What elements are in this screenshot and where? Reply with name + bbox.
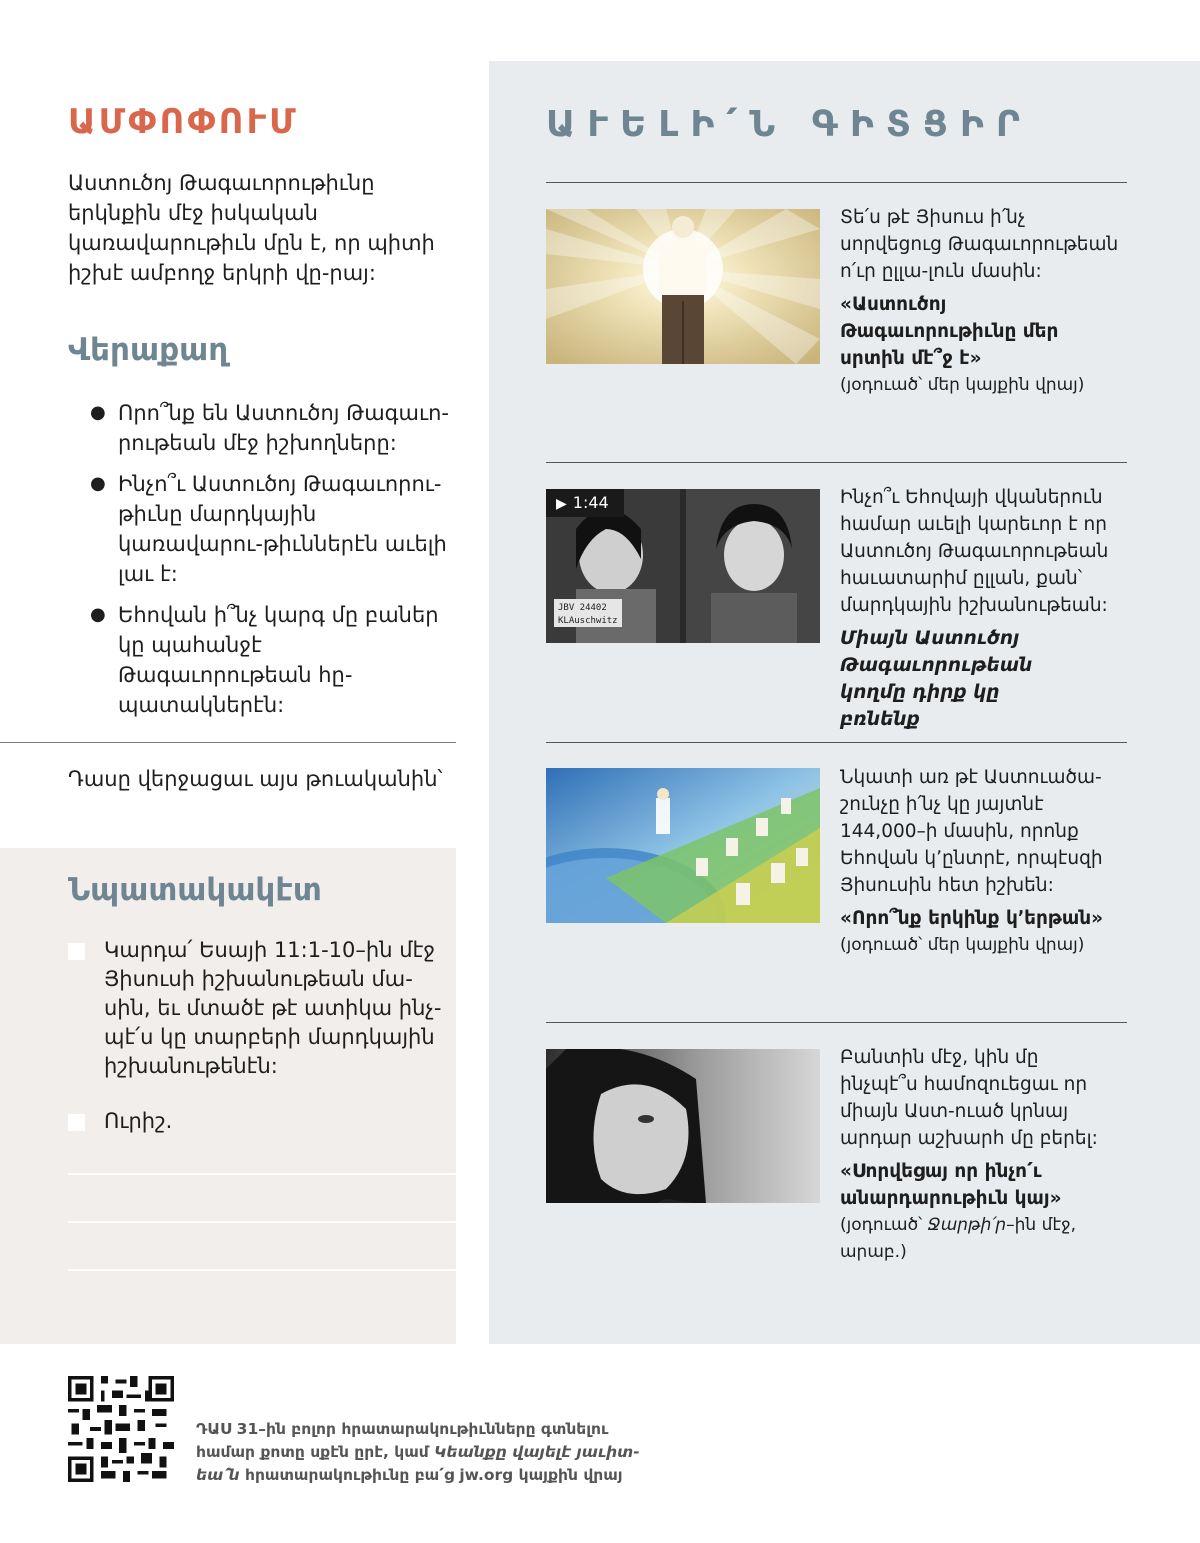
review-item: ● Եհովան ի՞նչ կարգ մը բաներ կը պահանջէ Թագաւորութեան հը-պատակներէն: bbox=[90, 600, 460, 720]
summary-title: ԱՄՓՈՓՈՒՄ bbox=[68, 102, 299, 142]
play-icon[interactable]: ▶ bbox=[556, 496, 567, 512]
review-item: ● Ինչո՞ւ Աստուծոյ Թագաւորու-թիւնը մարդկային կառավարու-թիւններէն աւելի լաւ է: bbox=[90, 469, 460, 589]
goal-item-other[interactable]: Ուրիշ. bbox=[68, 1107, 448, 1136]
video-duration-badge[interactable]: ▶ 1:44 bbox=[546, 489, 624, 517]
explore-item-text: Տե՛ս թէ Յիսուս ի՛նչ սորվեցուց Թագաւորութեան ո՛ւր ըլլա-լուն մասին: «Աստուծոյ Թագաւորութիւնը մեր սրտին մէ՞ջ է» (յօդուած՝ մեր կայքին վրայ) bbox=[840, 204, 1122, 399]
checkbox-icon[interactable] bbox=[68, 943, 85, 960]
heavenly-rulers-illustration[interactable] bbox=[546, 768, 820, 923]
video-link[interactable]: Միայն Աստուծոյ Թագաւորութեան կողմը դիրք կը բռնենք bbox=[840, 628, 1033, 730]
bullet-icon: ● bbox=[90, 473, 106, 494]
svg-text:KLAuschwitz: KLAuschwitz bbox=[558, 616, 618, 626]
review-list bbox=[90, 398, 460, 731]
goal-item[interactable]: Կարդա՛ Եսայի 11:1-10–ին մէջ Յիսուսի իշխանութեան մա-սին, եւ մտածէ թէ ատիկա ինչ-պէ՛ս կը տարբերի մարդկային իշխանութենէն: bbox=[68, 936, 448, 1081]
explore-item-text: Նկատի առ թէ Աստուածա-շունչը ի՛նչ կը յայտնէ 144,000–ի մասին, որոնք Եհովան կ՚ընտրէ, որպէսզի Յիսուսին հետ իշխեն: «Որո՞նք երկինք կ՚երթան» (յօդուած՝ մեր կայքին վրայ) bbox=[840, 764, 1122, 959]
write-line bbox=[68, 1221, 456, 1223]
review-title: Վերաքաղ bbox=[68, 332, 229, 368]
video-thumbnail[interactable] bbox=[546, 489, 820, 643]
divider bbox=[546, 1022, 1127, 1023]
divider bbox=[546, 742, 1127, 743]
footer-note: ԴԱՍ 31–ին բոլոր հրատարակութիւնները գտնելու համար քոտը սքէն ըրէ, կամ Կեանքը վայելէ յաւիտ-եա՛ն հրատարակութիւնը բա՛ց jw.org կայքին վրայ bbox=[196, 1420, 640, 1484]
svg-text:JBV 24402: JBV 24402 bbox=[558, 603, 607, 613]
explore-item-text: Բանտին մէջ, կին մը ինչպէ՞ս համոզուեցաւ որ միայն Աստ-ուած կրնայ արդար աշխարհ մը բերել: «Սորվեցայ որ ինչո՛ւ անարդարութիւն կայ» (յօդուած՝ Ջարթի՛ր–ին մէջ, արաբ.) bbox=[840, 1044, 1122, 1266]
article-link[interactable]: «Սորվեցայ որ ինչո՛ւ անարդարութիւն կայ» bbox=[840, 1161, 1062, 1209]
divider bbox=[546, 182, 1127, 183]
bullet-icon: ● bbox=[90, 604, 106, 625]
lesson-completed-date-label: Դասը վերջացաւ այս թուականին՝ bbox=[68, 767, 443, 791]
write-line bbox=[68, 1173, 456, 1175]
article-link[interactable]: «Որո՞նք երկինք կ՚երթան» bbox=[840, 908, 1104, 929]
summary-text: Աստուծոյ Թագաւորութիւնը երկնքին մէջ իսկական կառավարութիւն մըն է, որ պիտի իշխէ ամբողջ երկրի վը-րայ: bbox=[68, 171, 435, 285]
write-line bbox=[68, 1269, 456, 1271]
article-link[interactable]: «Աստուծոյ Թագաւորութիւնը մեր սրտին մէ՞ջ է» bbox=[840, 294, 1059, 369]
explore-title: ԱՒԵԼԻ՛Ն ԳԻՏՑԻՐ bbox=[546, 104, 1032, 145]
woman-portrait-photo[interactable] bbox=[546, 1049, 820, 1203]
checkbox-icon[interactable] bbox=[68, 1114, 85, 1131]
qr-code-icon[interactable] bbox=[68, 1376, 174, 1482]
jesus-glow-illustration[interactable] bbox=[546, 209, 820, 364]
explore-item-text: Ինչո՞ւ Եհովայի վկաներուն համար աւելի կարեւոր է որ Աստուծոյ Թագաւորութեան հաւատարիմ ըլլան, քան՝ մարդկային իշխանութեան: Միայն Աստուծոյ Թագաւորութեան կողմը դիրք կը բռնենք bbox=[840, 484, 1122, 733]
bullet-icon: ● bbox=[90, 402, 106, 423]
divider bbox=[546, 462, 1127, 463]
review-item: ● Որո՞նք են Աստուծոյ Թագաւո-րութեան մէջ իշխողները: bbox=[90, 398, 460, 458]
divider bbox=[0, 742, 456, 743]
goal-title: Նպատակակէտ bbox=[68, 872, 322, 908]
